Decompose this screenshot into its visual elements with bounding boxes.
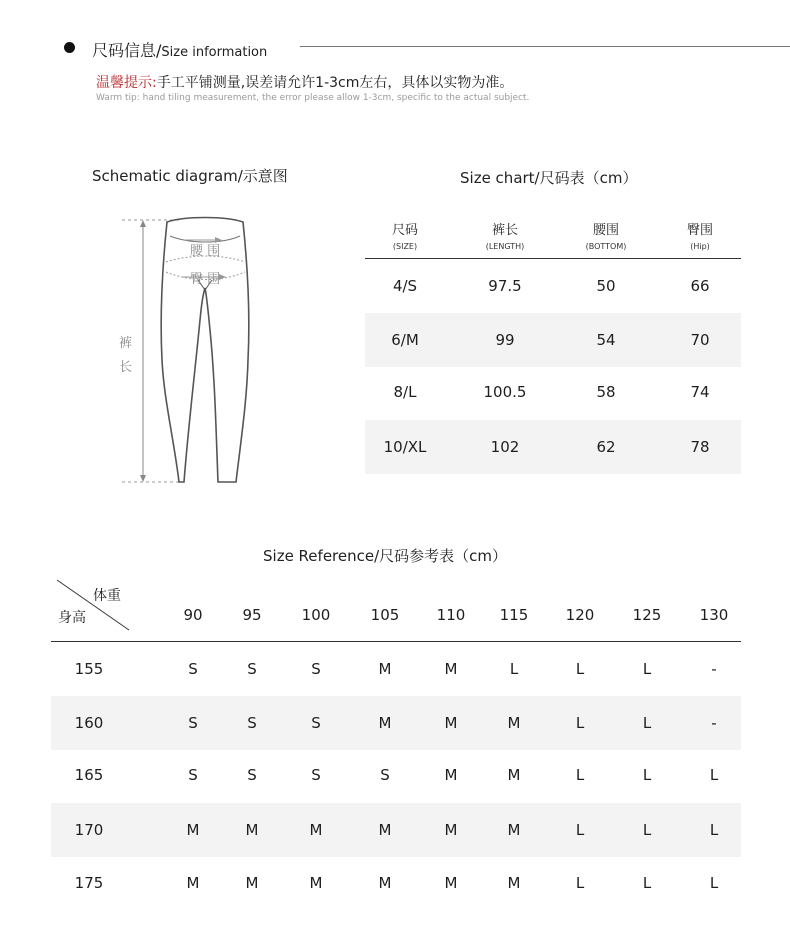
sc-header-en: (BOTTOM) xyxy=(585,242,627,251)
ref-height-cell: 155 xyxy=(74,660,104,678)
sc-cell-length: 100.5 xyxy=(483,383,527,401)
ref-size-cell: - xyxy=(711,714,717,732)
ref-size-cell: L xyxy=(575,766,585,784)
ref-size-cell: M xyxy=(378,660,392,678)
sc-cell-waist: 62 xyxy=(596,438,616,456)
ref-size-cell: S xyxy=(188,714,198,732)
corner-height-label: 身高 xyxy=(58,610,86,626)
diagram-title: Schematic diagram/示意图 xyxy=(92,167,288,185)
ref-size-cell: M xyxy=(378,821,392,839)
size-chart-row xyxy=(365,365,741,419)
ref-size-cell: M xyxy=(245,874,259,892)
ref-size-cell: L xyxy=(575,714,585,732)
sc-cell-hip: 66 xyxy=(690,277,710,295)
ref-height-cell: 170 xyxy=(74,821,104,839)
ref-size-cell: M xyxy=(507,714,521,732)
sc-header-hip xyxy=(670,224,730,254)
sc-header-en: (Hip) xyxy=(690,242,710,251)
ref-size-cell: M xyxy=(444,821,458,839)
size-chart-row xyxy=(365,313,741,367)
sc-header-en: (LENGTH) xyxy=(485,242,525,251)
reference-row xyxy=(51,748,741,802)
sc-cell-length: 97.5 xyxy=(488,277,522,295)
ref-weight-header: 115 xyxy=(499,606,529,624)
ref-size-cell: L xyxy=(509,660,519,678)
warm-tip-english: Warm tip: hand tiling measurement, the error please allow 1-3cm, specific to the actual subject. xyxy=(96,93,530,103)
ref-size-cell: L xyxy=(709,766,719,784)
ref-size-cell: S xyxy=(247,660,257,678)
sc-cell-hip: 78 xyxy=(690,438,710,456)
ref-size-cell: M xyxy=(186,821,200,839)
sc-header-cn: 腰围 xyxy=(592,223,619,238)
ref-size-cell: M xyxy=(507,874,521,892)
ref-size-cell: M xyxy=(309,874,323,892)
warm-tip xyxy=(96,72,513,92)
ref-weight-header: 90 xyxy=(183,606,203,624)
ref-size-cell: S xyxy=(311,660,321,678)
ref-size-cell: S xyxy=(188,660,198,678)
reference-title: Size Reference/尺码参考表（cm） xyxy=(263,547,508,565)
ref-size-cell: L xyxy=(709,821,719,839)
sc-header-en: (SIZE) xyxy=(392,242,418,251)
ref-weight-header: 105 xyxy=(370,606,400,624)
title-en: Size information xyxy=(161,45,268,60)
sc-cell-size: 4/S xyxy=(392,277,418,295)
header-divider xyxy=(300,46,790,47)
ref-height-cell: 160 xyxy=(74,714,104,732)
ref-size-cell: M xyxy=(444,714,458,732)
sc-cell-hip: 70 xyxy=(690,331,710,349)
sc-cell-size: 8/L xyxy=(393,383,417,401)
ref-size-cell: M xyxy=(444,874,458,892)
ref-height-cell: 165 xyxy=(74,766,104,784)
ref-size-cell: S xyxy=(380,766,390,784)
sc-cell-hip: 74 xyxy=(690,383,710,401)
sc-header-cn: 裤长 xyxy=(491,223,518,238)
ref-size-cell: L xyxy=(575,821,585,839)
ref-size-cell: M xyxy=(186,874,200,892)
sc-cell-length: 102 xyxy=(490,438,520,456)
ref-weight-header: 100 xyxy=(301,606,331,624)
ref-weight-header: 125 xyxy=(632,606,662,624)
ref-size-cell: M xyxy=(507,821,521,839)
sc-header-waist xyxy=(576,224,636,254)
ref-size-cell: - xyxy=(711,660,717,678)
ref-size-cell: M xyxy=(378,874,392,892)
length-label-1: 裤 xyxy=(119,336,133,351)
ref-size-cell: S xyxy=(247,766,257,784)
ref-size-cell: M xyxy=(378,714,392,732)
sc-header-length xyxy=(475,224,535,254)
hip-label: 臀 围 xyxy=(190,272,221,287)
tip-text: 手工平铺测量,误差请允许1-3cm左右，具体以实物为准。 xyxy=(156,75,514,91)
ref-size-cell: L xyxy=(709,874,719,892)
length-label-2: 长 xyxy=(119,360,133,375)
size-chart-row xyxy=(365,420,741,474)
sc-cell-waist: 50 xyxy=(596,277,616,295)
title-cn: 尺码信息/ xyxy=(92,41,162,60)
ref-weight-header: 120 xyxy=(565,606,595,624)
ref-weight-header: 130 xyxy=(699,606,729,624)
ref-size-cell: S xyxy=(311,714,321,732)
ref-size-cell: M xyxy=(444,766,458,784)
ref-size-cell: L xyxy=(575,660,585,678)
ref-size-cell: S xyxy=(311,766,321,784)
sc-header-cn: 臀围 xyxy=(686,223,713,238)
ref-size-cell: S xyxy=(188,766,198,784)
ref-size-cell: M xyxy=(507,766,521,784)
ref-height-cell: 175 xyxy=(74,874,104,892)
ref-weight-header: 95 xyxy=(242,606,262,624)
sc-cell-length: 99 xyxy=(495,331,515,349)
ref-size-cell: L xyxy=(642,821,652,839)
sc-header-cn: 尺码 xyxy=(391,223,418,238)
sc-cell-size: 10/XL xyxy=(383,438,427,456)
section-title-size-info xyxy=(92,38,267,61)
size-chart-row xyxy=(365,259,741,313)
size-chart-title: Size chart/尺码表（cm） xyxy=(460,169,638,187)
sc-cell-waist: 58 xyxy=(596,383,616,401)
corner-weight-label: 体重 xyxy=(93,588,121,604)
ref-size-cell: L xyxy=(642,874,652,892)
waist-label: 腰 围 xyxy=(190,244,221,259)
ref-size-cell: M xyxy=(245,821,259,839)
sc-header-size xyxy=(375,224,435,254)
ref-size-cell: S xyxy=(247,714,257,732)
ref-weight-header: 110 xyxy=(436,606,466,624)
tip-label: 温馨提示: xyxy=(96,75,157,91)
ref-size-cell: M xyxy=(444,660,458,678)
reference-row xyxy=(51,803,741,857)
reference-row xyxy=(51,642,741,696)
bullet-dot xyxy=(64,42,75,53)
reference-row xyxy=(51,696,741,750)
sc-cell-size: 6/M xyxy=(391,331,419,349)
ref-size-cell: M xyxy=(309,821,323,839)
ref-size-cell: L xyxy=(642,660,652,678)
reference-row xyxy=(51,856,741,910)
ref-size-cell: L xyxy=(642,766,652,784)
ref-size-cell: L xyxy=(642,714,652,732)
sc-cell-waist: 54 xyxy=(596,331,616,349)
ref-size-cell: L xyxy=(575,874,585,892)
